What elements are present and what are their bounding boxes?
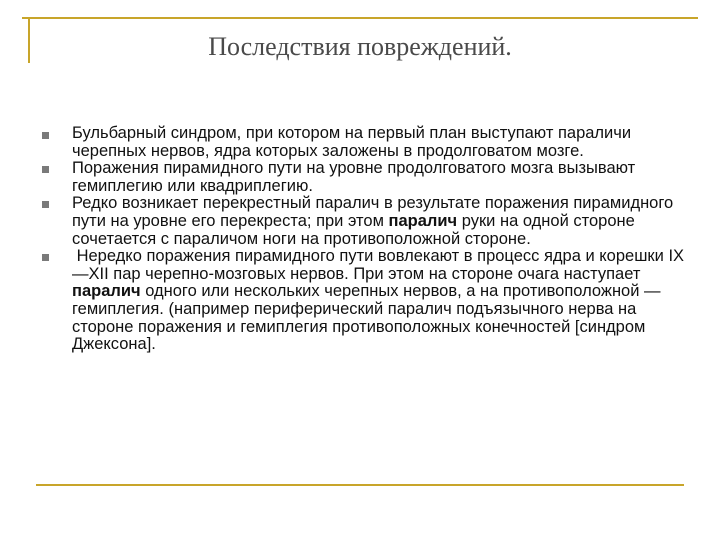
- top-rule: [22, 17, 698, 19]
- square-bullet-icon: [42, 132, 49, 139]
- bullet-item-1: [42, 125, 692, 160]
- square-bullet-icon: [42, 254, 49, 261]
- bullet-text-bold: паралич: [72, 282, 141, 301]
- bullet-text-after: одного или нескольких черепных нервов, а на противоположной — гемиплегия. (например периферический паралич подъязычного нерва на стороне поражения и гемиплегия противоположных конечностей [синдром Джексона].: [72, 282, 666, 354]
- bullet-item-4: [42, 248, 692, 354]
- square-bullet-icon: [42, 166, 49, 173]
- square-bullet-icon: [42, 201, 49, 208]
- bullet-text-before: Нередко поражения пирамидного пути вовлекают в процесс ядра и корешки IX—XII пар черепно-мозговых нервов. При этом на стороне очага наступает: [72, 247, 685, 283]
- bullet-item-3: [42, 195, 692, 248]
- bullet-text-before: Редко возникает перекрестный паралич в результате поражения пирамидного пути на уровне его перекреста; при этом: [72, 194, 678, 230]
- bullet-text-bold: паралич: [388, 211, 458, 230]
- slide-title: Последствия повреждений.: [208, 32, 512, 61]
- bullet-text: Бульбарный синдром, при котором на первый план выступают параличи черепных нервов, ядра которых заложены в продолговатом мозге.: [72, 124, 636, 160]
- bullet-list: [42, 125, 692, 354]
- bullet-text-after: руки на одной стороне сочетается с параличом ноги на противоположной стороне.: [72, 211, 640, 248]
- bullet-text: Поражения пирамидного пути на уровне продолговатого мозга вызывают гемиплегию или квадриплегию.: [72, 159, 640, 195]
- bullet-item-2: [42, 160, 692, 195]
- bottom-rule: [36, 484, 684, 486]
- left-rule: [28, 17, 30, 63]
